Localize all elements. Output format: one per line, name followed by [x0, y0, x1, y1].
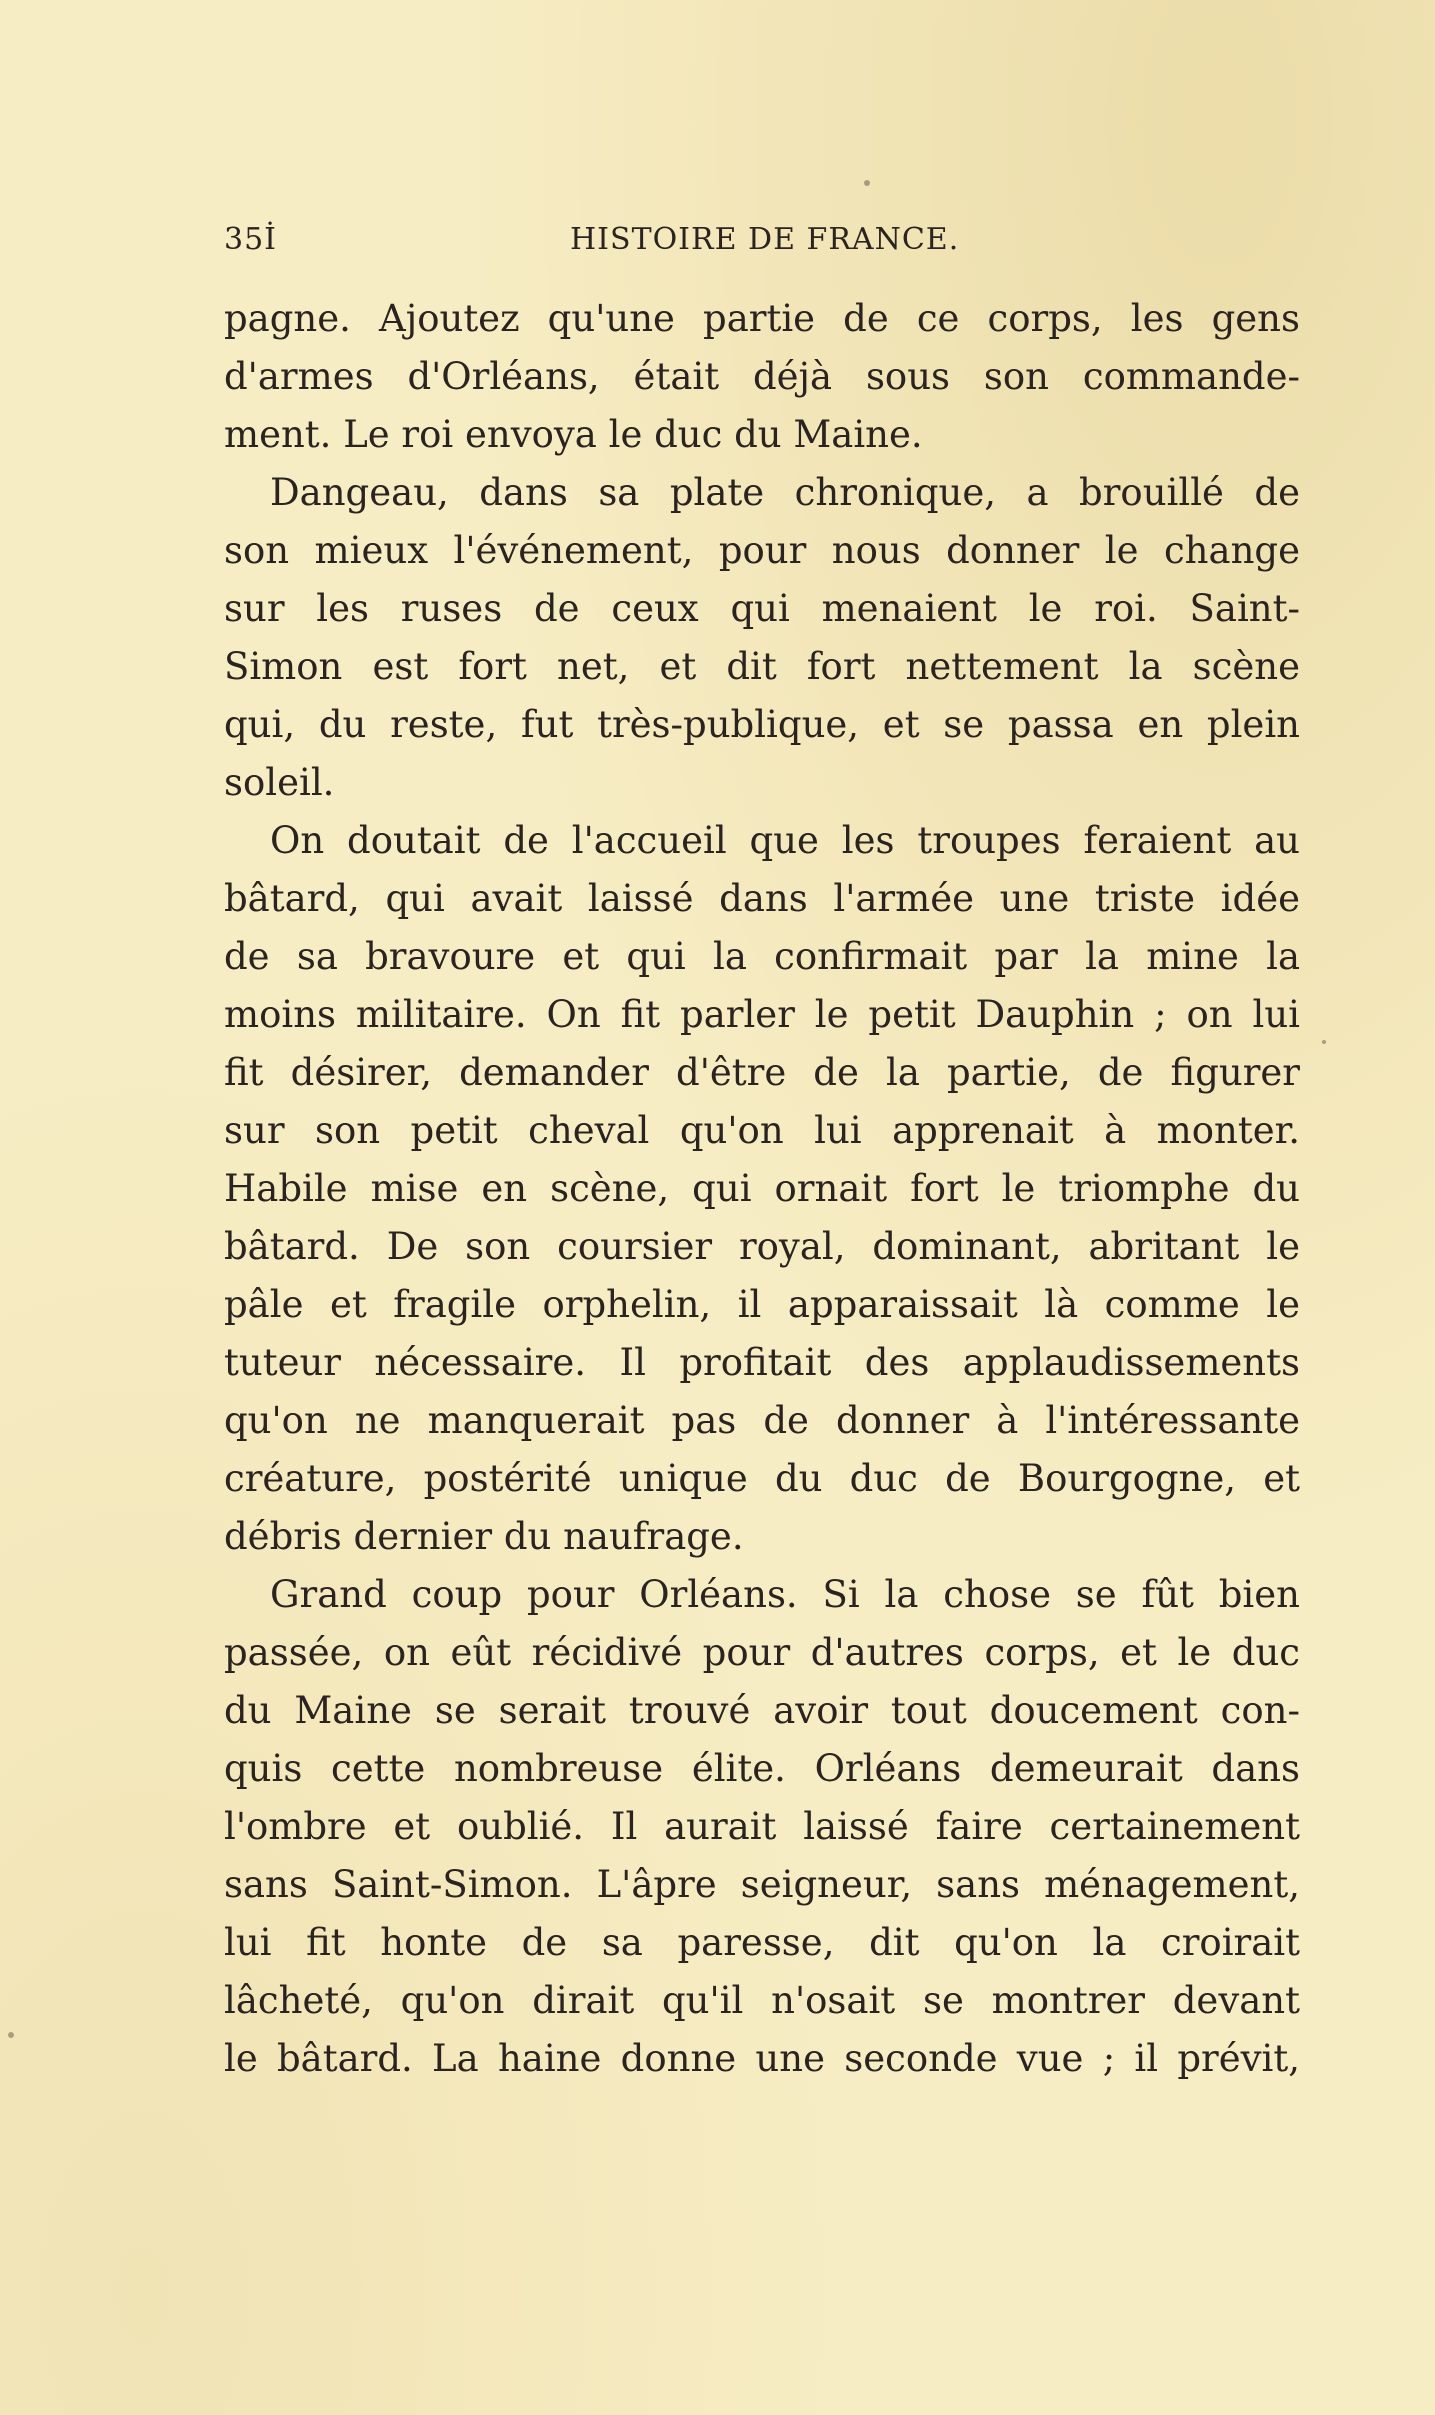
text-line: fit désirer, demander d'être de la partie, de figurer	[224, 1051, 1300, 1094]
text-line: Simon est fort net, et dit fort nettement la scène	[224, 645, 1300, 688]
text-line: sur les ruses de ceux qui menaient le roi. Saint-	[224, 587, 1300, 630]
page-number: 35İ	[224, 222, 278, 257]
running-header	[224, 222, 1300, 272]
text-line: qui, du reste, fut très-publique, et se passa en plein	[224, 703, 1300, 746]
text-line: de sa bravoure et qui la confirmait par la mine la	[224, 935, 1300, 978]
text-line: lui fit honte de sa paresse, dit qu'on la croirait	[224, 1921, 1300, 1964]
text-line: quis cette nombreuse élite. Orléans demeurait dans	[224, 1747, 1300, 1790]
text-line: passée, on eût récidivé pour d'autres corps, et le duc	[224, 1631, 1300, 1674]
text-line: tuteur nécessaire. Il profitait des applaudissements	[224, 1341, 1300, 1384]
text-line: moins militaire. On fit parler le petit Dauphin ; on lui	[224, 993, 1300, 1036]
text-line: Dangeau, dans sa plate chronique, a brouillé de	[270, 471, 1300, 514]
text-line: le bâtard. La haine donne une seconde vue ; il prévit,	[224, 2037, 1300, 2080]
text-line: qu'on ne manquerait pas de donner à l'intéressante	[224, 1399, 1300, 1442]
text-line: débris dernier du naufrage.	[224, 1515, 744, 1558]
text-line: l'ombre et oublié. Il aurait laissé faire certainement	[224, 1805, 1300, 1848]
text-line: On doutait de l'accueil que les troupes feraient au	[270, 819, 1300, 862]
text-line: pâle et fragile orphelin, il apparaissait là comme le	[224, 1283, 1300, 1326]
paper-speck	[1322, 1040, 1326, 1044]
text-line: soleil.	[224, 761, 335, 804]
text-line: d'armes d'Orléans, était déjà sous son commande-	[224, 355, 1300, 398]
text-line: ment. Le roi envoya le duc du Maine.	[224, 413, 923, 456]
text-line: sans Saint-Simon. L'âpre seigneur, sans ménagement,	[224, 1863, 1300, 1906]
text-line: sur son petit cheval qu'on lui apprenait à monter.	[224, 1109, 1300, 1152]
text-line: lâcheté, qu'on dirait qu'il n'osait se montrer devant	[224, 1979, 1300, 2022]
body-text	[224, 290, 1300, 2088]
running-title: HISTOIRE DE FRANCE.	[570, 222, 960, 257]
text-line: Grand coup pour Orléans. Si la chose se fût bien	[270, 1573, 1300, 1616]
paper-speck	[8, 2032, 14, 2038]
text-line: bâtard, qui avait laissé dans l'armée une triste idée	[224, 877, 1300, 920]
paper-speck	[864, 180, 870, 186]
text-line: bâtard. De son coursier royal, dominant, abritant le	[224, 1225, 1300, 1268]
text-line: Habile mise en scène, qui ornait fort le triomphe du	[224, 1167, 1300, 1210]
text-line: son mieux l'événement, pour nous donner le change	[224, 529, 1300, 572]
text-line: créature, postérité unique du duc de Bourgogne, et	[224, 1457, 1300, 1500]
text-line: du Maine se serait trouvé avoir tout doucement con-	[224, 1689, 1300, 1732]
text-line: pagne. Ajoutez qu'une partie de ce corps, les gens	[224, 297, 1300, 340]
